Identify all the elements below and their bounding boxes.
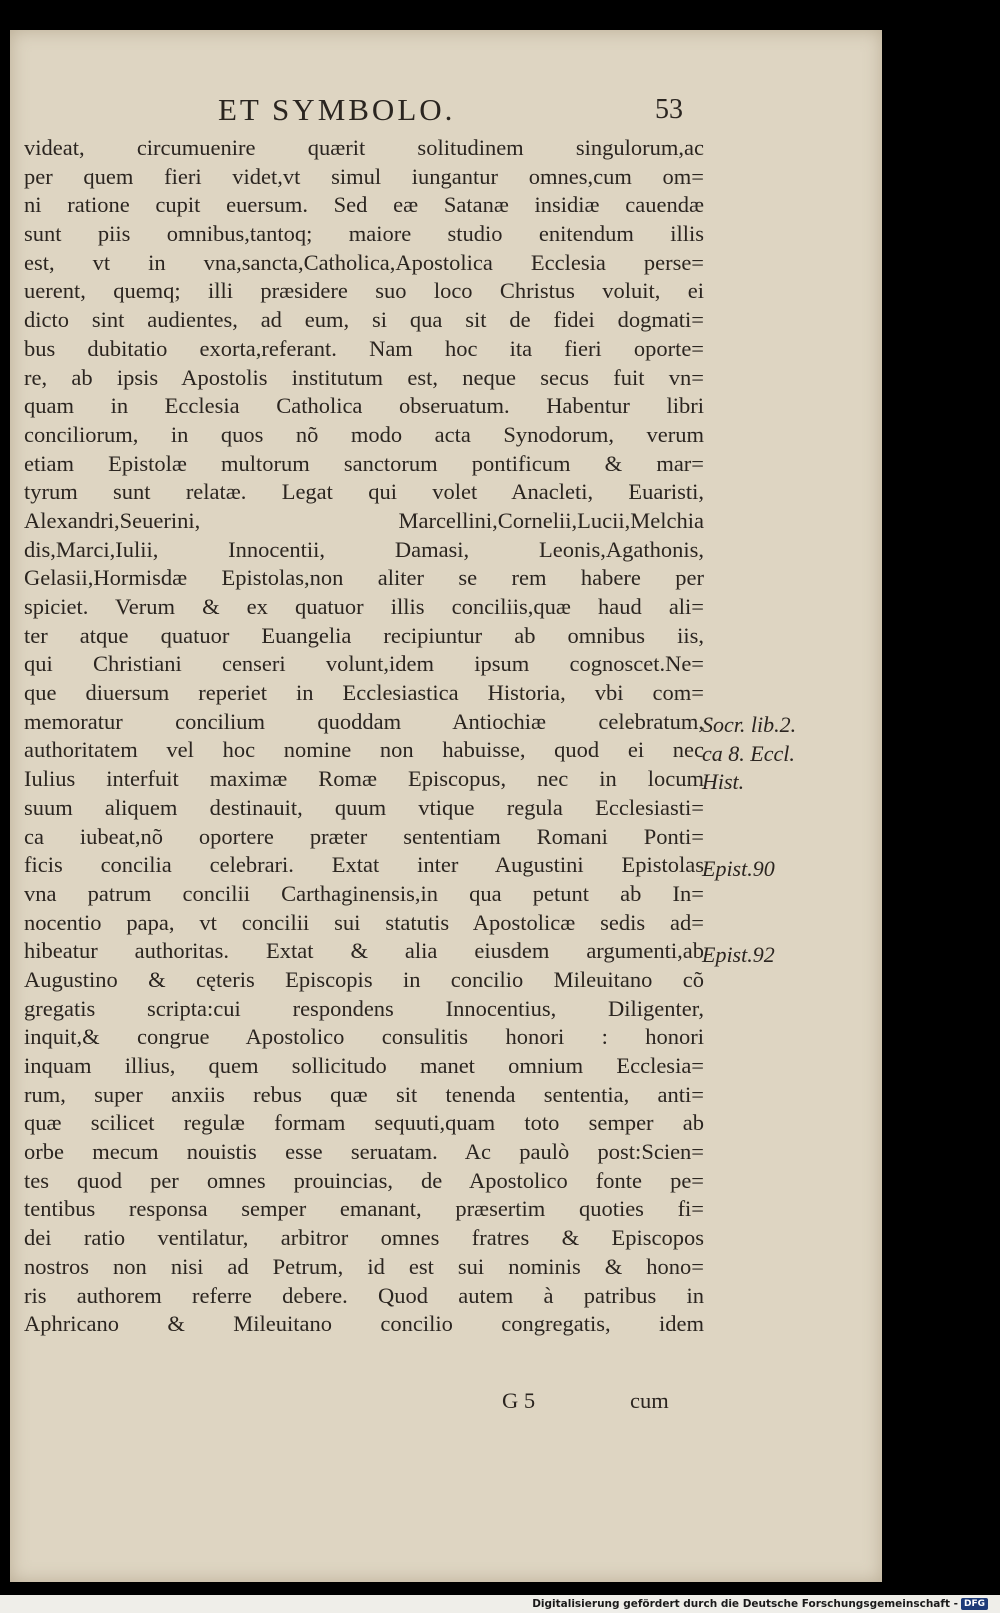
text-line: memoratur concilium quoddam Antiochiæ celebratum, — [24, 708, 704, 734]
text-line: per quem fieri videt,vt simul iungantur omnes,cum om= — [24, 163, 704, 189]
digitization-credit — [532, 1597, 988, 1611]
text-line: inquam illius, quem sollicitudo manet omnium Ecclesia= — [24, 1053, 704, 1078]
text-line: ficis concilia celebrari. Extat inter Augustini Epistolas — [24, 852, 704, 878]
text-line: Augustino & cęteris Episcopis in concilio Mileuitano cõ — [24, 966, 704, 992]
margin-note: Socr. lib.2. — [702, 712, 797, 737]
text-line: Alexandri,Seuerini, Marcellini,Cornelii,Lucii,Melchia — [24, 507, 704, 533]
text-line: conciliorum, in quos nõ modo acta Synodorum, verum — [24, 421, 704, 447]
text-line: sunt piis omnibus,tantoq; maiore studio enitendum illis — [24, 221, 704, 247]
text-line: ter atque quatuor Euangelia recipiuntur ab omnibus iis, — [24, 622, 704, 648]
text-line: quæ scilicet regulæ formam sequuti,quam toto semper ab — [24, 1110, 704, 1136]
text-line: dicto sint audientes, ad eum, si qua sit de fidei dogmati= — [24, 307, 704, 333]
text-line: ris authorem referre debere. Quod autem à patribus in — [24, 1282, 704, 1308]
text-line: bus dubitatio exorta,referant. Nam hoc ita fieri oporte= — [24, 335, 704, 361]
text-line: nocentio papa, vt concilii sui statutis Apostolicæ sedis ad= — [24, 909, 704, 935]
body-text — [24, 134, 797, 1339]
page-footer — [10, 1388, 882, 1418]
text-line: tes quod per omnes prouincias, de Apostolico fonte pe= — [24, 1167, 704, 1193]
text-line: gregatis scripta:cui respondens Innocentius, Diligenter, — [24, 995, 704, 1021]
text-line: re, ab ipsis Apostolis institutum est, neque secus fuit vn= — [24, 364, 704, 390]
text-line: orbe mecum nouistis esse seruatam. Ac paulò post:Scien= — [24, 1139, 704, 1165]
page-number: 53 — [655, 94, 683, 125]
signature-mark: G 5 — [502, 1388, 536, 1413]
text-line: Iulius interfuit maximæ Romæ Episcopus, nec in locum — [24, 766, 704, 792]
text-line: vna patrum concilii Carthaginensis,in qua petunt ab In= — [24, 880, 704, 906]
margin-note: Hist. — [702, 769, 745, 795]
text-line: dis,Marci,Iulii, Innocentii, Damasi, Leonis,Agathonis, — [24, 536, 704, 562]
text-line: authoritatem vel hoc nomine non habuisse, quod ei nec — [24, 737, 704, 763]
running-head: ET SYMBOLO. — [218, 92, 456, 127]
catchword: cum — [630, 1388, 669, 1413]
text-line: spiciet. Verum & ex quatuor illis conciliis,quæ haud ali= — [24, 594, 704, 619]
text-line: inquit,& congrue Apostolico consulitis honori : honori — [24, 1024, 704, 1050]
book-page — [10, 30, 882, 1582]
text-line: ni ratione cupit euersum. Sed eæ Satanæ insidiæ cauendæ — [24, 192, 704, 218]
text-line: qui Christiani censeri volunt,idem ipsum cognoscet.Ne= — [24, 651, 704, 677]
text-line: suum aliquem destinauit, quum vtique regula Ecclesiasti= — [24, 794, 704, 820]
text-line: videat, circumuenire quærit solitudinem singulorum,ac — [24, 135, 704, 160]
margin-note: Epist.90 — [702, 855, 775, 881]
text-line: est, vt in vna,sancta,Catholica,Apostolica Ecclesia perse= — [24, 249, 704, 275]
text-line: dei ratio ventilatur, arbitror omnes fratres & Episcopos — [24, 1225, 704, 1251]
text-line: nostros non nisi ad Petrum, id est sui nominis & hono= — [24, 1253, 704, 1279]
text-line: Aphricano & Mileuitano concilio congregatis, idem — [24, 1311, 704, 1337]
page-header — [10, 92, 882, 132]
text-line: ca iubeat,nõ oportere præter sententiam Romani Ponti= — [24, 823, 704, 849]
text-line: quam in Ecclesia Catholica obseruatum. Habentur libri — [24, 393, 704, 419]
margin-note: Epist.92 — [702, 941, 775, 967]
text-line: etiam Epistolæ multorum sanctorum pontificum & mar= — [24, 450, 704, 476]
text-line: hibeatur authoritas. Extat & alia eiusdem argumenti,ab — [24, 938, 704, 964]
text-line: tentibus responsa semper emanant, præsertim quoties fi= — [24, 1196, 704, 1222]
text-line: que diuersum reperiet in Ecclesiastica Historia, vbi com= — [24, 680, 704, 706]
text-line: uerent, quemq; illi præsidere suo loco Christus voluit, ei — [24, 278, 704, 304]
text-line: rum, super anxiis rebus quæ sit tenenda sententia, anti= — [24, 1081, 704, 1107]
text-line: Gelasii,Hormisdæ Epistolas,non aliter se rem habere per — [24, 565, 704, 591]
dfg-logo: DFG — [961, 1598, 988, 1610]
margin-note: ca 8. Eccl. — [702, 740, 795, 766]
credit-text: Digitalisierung gefördert durch die Deutsche Forschungsgemeinschaft - — [532, 1598, 958, 1610]
text-line: tyrum sunt relatæ. Legat qui volet Anacleti, Euaristi, — [24, 479, 704, 505]
